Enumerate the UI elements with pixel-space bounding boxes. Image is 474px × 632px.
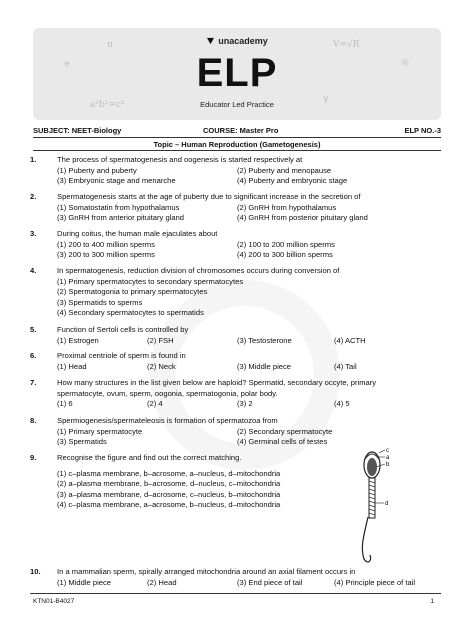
sperm-tail	[362, 517, 370, 562]
question-text: In a mammalian sperm, spirally arranged mitochondria around an axial filament occurs in	[57, 567, 356, 576]
divider	[33, 150, 441, 151]
option[interactable]: (3) 2	[237, 399, 253, 409]
option[interactable]: (4) Secondary spermatocytes to spermatids	[57, 308, 204, 318]
question-7	[30, 378, 441, 410]
question-number: 2.	[30, 192, 37, 201]
question-8	[30, 416, 441, 448]
option[interactable]: (3) Spermatids	[57, 437, 107, 447]
brand	[33, 36, 441, 47]
doodle-ring: ◎	[401, 58, 409, 68]
option[interactable]: (4) GnRH from posterior pituitary gland	[237, 213, 368, 223]
banner-title: ELP	[196, 51, 278, 95]
header-banner	[33, 28, 441, 120]
option[interactable]: (1) Estrogen	[57, 335, 99, 345]
question-text: Proximal centriole of sperm is found in	[57, 351, 186, 360]
question-text: During coitus, the human male ejaculates about	[57, 229, 218, 238]
question-text: Function of Sertoli cells is controlled by	[57, 325, 189, 334]
question-10	[30, 567, 441, 588]
question-text: Recognise the figure and find out the correct matching.	[57, 453, 242, 462]
option[interactable]: (3) 200 to 300 million sperms	[57, 250, 155, 260]
option[interactable]: (1) Middle piece	[57, 577, 112, 587]
figure-label-a: a	[386, 455, 390, 461]
option[interactable]: (3) a–plasma membrane, d–acrosome, c–nucleus, b–mitochondria	[57, 489, 281, 499]
figure-label-c: c	[386, 448, 389, 454]
question-text: Spermatogenesis starts at the age of puberty due to significant increase in the secretion of	[57, 192, 361, 201]
question-number: 1.	[30, 155, 37, 164]
question-text: Spermiogenesis/spermateleosis is formation of spermatozoa from	[57, 416, 278, 425]
option[interactable]: (2) 100 to 200 million sperms	[237, 239, 335, 249]
doodle-gamma: γ	[323, 94, 329, 104]
question-2	[30, 192, 441, 224]
option[interactable]: (3) Spermatids to sperms	[57, 297, 143, 307]
option[interactable]: (2) Secondary spermatocyte	[237, 426, 333, 436]
doodle-pi: π	[107, 40, 113, 50]
option[interactable]: (2) FSH	[147, 335, 174, 345]
divider	[33, 137, 441, 138]
question-number: 10.	[30, 567, 41, 576]
question-number: 4.	[30, 266, 37, 275]
subject-label: SUBJECT: NEET-Biology	[33, 126, 122, 135]
question-3	[30, 229, 441, 261]
option[interactable]: (3) Embryonic stage and menarche	[57, 176, 176, 186]
option[interactable]: (2) Spermatogonia to primary spermatocytes	[57, 287, 208, 297]
sperm-mitochondria	[369, 481, 375, 515]
option[interactable]: (4) ACTH	[334, 335, 366, 345]
option[interactable]: (1) Primary spermatocytes to secondary spermatocytes	[57, 276, 244, 286]
brand-name: unacademy	[218, 36, 268, 46]
option[interactable]: (1) Somatostatin from hypothalamus	[57, 202, 180, 212]
option[interactable]: (3) End piece of tail	[237, 577, 303, 587]
elp-number: ELP NO.-3	[404, 126, 441, 135]
question-number: 7.	[30, 378, 37, 387]
figure-label-b: b	[386, 462, 390, 468]
option[interactable]: (4) Principle piece of tail	[334, 577, 416, 587]
doodle-star: ✳	[63, 60, 71, 70]
question-number: 3.	[30, 229, 37, 238]
option[interactable]: (4) Tail	[334, 361, 357, 371]
option[interactable]: (2) GnRH from hypothalamus	[237, 202, 337, 212]
option[interactable]: (1) 200 to 400 million sperms	[57, 239, 155, 249]
option[interactable]: (1) Head	[57, 361, 87, 371]
option[interactable]: (4) 200 to 300 billion sperms	[237, 250, 333, 260]
option[interactable]: (2) Head	[147, 577, 177, 587]
question-text-line2: spermatocyte, ovum, sperm, oogonia, spermatogonia, polar body.	[57, 388, 278, 398]
question-9	[30, 453, 354, 511]
option[interactable]: (2) Neck	[147, 361, 176, 371]
option[interactable]: (2) 4	[147, 399, 163, 409]
option[interactable]: (1) 6	[57, 399, 73, 409]
option[interactable]: (4) c–plasma membrane, a–acrosome, b–nucleus, d–mitochondria	[57, 500, 281, 510]
unacademy-logo-icon	[206, 37, 215, 47]
question-6	[30, 351, 441, 372]
doodle-formula: a²b²=c²	[90, 100, 125, 110]
sperm-nucleus	[367, 458, 377, 476]
question-text: The process of spermatogenesis and oogenesis is started respectively at	[57, 155, 303, 164]
option[interactable]: (3) Testosterone	[237, 335, 292, 345]
option[interactable]: (2) Puberty and menopause	[237, 165, 332, 175]
option[interactable]: (1) Primary spermatocyte	[57, 426, 143, 436]
question-text: In spermatogenesis, reduction division of chromosomes occurs during conversion of	[57, 266, 340, 275]
question-number: 8.	[30, 416, 37, 425]
option[interactable]: (2) a–plasma membrane, b–acrosome, d–nucleus, c–mitochondria	[57, 479, 281, 489]
option[interactable]: (4) 5	[334, 399, 350, 409]
label-line-c	[379, 450, 385, 453]
option[interactable]: (1) c–plasma membrane, b–acrosome, a–nucleus, d–mitochondria	[57, 468, 281, 478]
question-5	[30, 325, 441, 346]
option[interactable]: (4) Puberty and embryonic stage	[237, 176, 348, 186]
topic-title: Topic – Human Reproduction (Gametogenesis)	[153, 140, 321, 149]
question-text-line1: How many structures in the list given below are haploid? Spermatid, secondary occyte, primary	[57, 378, 377, 387]
page-number: 1	[430, 598, 434, 605]
sperm-diagram	[350, 447, 400, 567]
figure-label-d: d	[385, 501, 389, 507]
banner-subtitle: Educator Led Practice	[200, 100, 274, 109]
document-code: KTN01-B4027	[33, 598, 75, 605]
option[interactable]: (4) Germinal cells of testes	[237, 437, 328, 447]
question-4	[30, 266, 441, 319]
question-1	[30, 155, 441, 187]
option[interactable]: (3) GnRH from anterior pituitary gland	[57, 213, 185, 223]
course-label: COURSE: Master Pro	[203, 126, 279, 135]
option[interactable]: (1) Puberty and puberty	[57, 165, 137, 175]
question-number: 9.	[30, 453, 37, 462]
option[interactable]: (3) Middle piece	[237, 361, 292, 371]
question-number: 6.	[30, 351, 37, 360]
question-number: 5.	[30, 325, 37, 334]
doodle-vector: V=√R	[333, 40, 360, 50]
footer-divider	[30, 593, 441, 594]
